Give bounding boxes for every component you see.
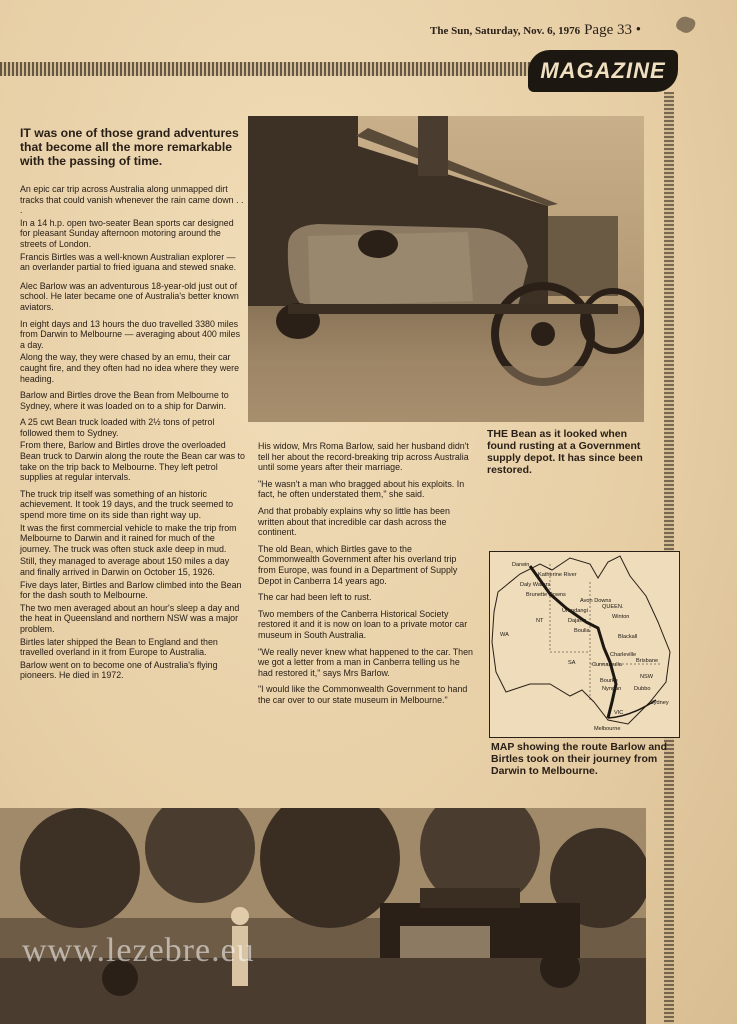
map-region-queensland: QUEEN. bbox=[602, 604, 624, 610]
map-region-nsw: NSW bbox=[640, 674, 654, 680]
article-column-2 bbox=[258, 441, 476, 711]
map-label-nyngan: Nyngan bbox=[602, 686, 622, 692]
map-label-blackall: Blackall bbox=[618, 634, 638, 640]
map-label-sydney: Sydney bbox=[650, 700, 669, 706]
paragraph: An epic car trip across Australia along unmapped dirt tracks that could vanish whenever the rain came down . . . bbox=[20, 184, 244, 216]
map-region-nt: NT bbox=[536, 618, 544, 624]
map-label-bourke: Bourke bbox=[600, 678, 618, 684]
paragraph: Still, they managed to average about 150 miles a day and finally arrived in Darwin on October 15, 1926. bbox=[20, 556, 230, 577]
paragraph: Two members of the Canberra Historical Society restored it and it is now on loan to a private motor car museum in South Australia. bbox=[258, 608, 468, 640]
masthead-paper: The Sun, Saturday, Nov. 6, 1976 bbox=[430, 25, 581, 37]
paragraph: It was the first commercial vehicle to make the trip from Melbourne to Darwin and it rained for much of the journey. The truck was often stuck axle deep in mud. bbox=[20, 522, 237, 554]
map-label-katherine: Katherine River bbox=[538, 572, 577, 578]
map-label-charleville: Charleville bbox=[610, 652, 637, 658]
section-rule bbox=[0, 62, 545, 76]
ink-stain-icon bbox=[674, 14, 698, 36]
map-region-sa: SA bbox=[568, 660, 576, 666]
masthead bbox=[430, 22, 700, 40]
paragraph: Along the way, they were chased by an emu, their car caught fire, and they often had no idea where they were heading. bbox=[20, 352, 240, 384]
paragraph: Birtles later shipped the Bean to England and then travelled overland in it from Europe to Australia. bbox=[20, 636, 218, 658]
map-label-daly-waters: Daly Waters bbox=[520, 582, 551, 588]
map-label-brunette-downs: Brunette Downs bbox=[526, 592, 566, 598]
map-label-melbourne: Melbourne bbox=[594, 726, 621, 732]
map-label-avon-downs: Avon Downs bbox=[580, 598, 612, 604]
photo-crowd-car bbox=[0, 808, 646, 1024]
map-region-vic: VIC bbox=[614, 710, 624, 716]
map-label-winton: Winton bbox=[612, 614, 630, 620]
map-label-dubbo: Dubbo bbox=[634, 686, 651, 692]
paragraph: "I would like the Commonwealth Government to hand the car over to our state museum in Melbourne." bbox=[258, 684, 468, 705]
article-column-1 bbox=[20, 184, 246, 683]
photo-bean-car bbox=[248, 116, 644, 422]
paragraph: The two men averaged about an hour's sleep a day and the heat in Queensland and northern NSW was a major problem. bbox=[20, 602, 240, 634]
paragraph: And that probably explains why so little has been written about that incredible car dash across the continent. bbox=[258, 505, 450, 538]
watermark: www.lezebre.eu bbox=[22, 932, 255, 969]
paragraph: "We really never knew what happened to the car. Then we got a letter from a man in Canberra telling us he had restored it," says Mrs Barlow. bbox=[258, 646, 473, 678]
map-caption: MAP showing the route Barlow and Birtles took on their journey from Darwin to Melbourne. bbox=[491, 741, 667, 777]
paragraph: "He wasn't a man who bragged about his exploits. In fact, he often understated them," she said. bbox=[258, 478, 465, 500]
article-lede: IT was one of those grand adventures that become all the more remarkable with the passing of time. bbox=[20, 126, 239, 168]
paragraph: Barlow and Birtles drove the Bean from Melbourne to Sydney, where it was loaded on to a ship for Darwin. bbox=[20, 390, 229, 411]
australia-outline bbox=[490, 552, 679, 737]
paragraph: Five days later, Birtles and Barlow climbed into the Bean for the dash south to Melbourne. bbox=[20, 579, 242, 601]
paragraph: From there, Barlow and Birtles drove the overloaded Bean truck to Darwin along the route the Bean car was to take on the trip back to Melbourne. They left petrol supplies at regular intervals. bbox=[20, 440, 245, 483]
paragraph: In a 14 h.p. open two-seater Bean sports car designed for pleasant Sunday afternoon motoring around the streets of London. bbox=[20, 217, 234, 249]
magazine-logo: MAGAZINE bbox=[528, 50, 678, 92]
map-region-wa: WA bbox=[500, 632, 509, 638]
paragraph: Francis Birtles was a well-known Australian explorer — an overlander partial to fried iguana and stewed snake. bbox=[20, 251, 237, 273]
paragraph: The car had been left to rust. bbox=[258, 592, 372, 603]
paragraph: The truck trip itself was something of an historic achievement. It took 19 days, and the truck seemed to spend more time on its side than right way up. bbox=[20, 488, 234, 521]
photo-caption: THE Bean as it looked when found rusting at a Government supply depot. It has since been restored. bbox=[487, 428, 643, 476]
paragraph: A 25 cwt Bean truck loaded with 2½ tons of petrol followed them to Sydney. bbox=[20, 417, 215, 438]
page-number: Page 33 • bbox=[584, 22, 641, 38]
route-map bbox=[489, 551, 680, 738]
paragraph: In eight days and 13 hours the duo travelled 3380 miles from Darwin to Melbourne — averaging about 400 miles a day. bbox=[20, 318, 241, 350]
map-label-dajarra: Dajarra bbox=[568, 618, 587, 624]
map-label-cunnamulla: Cunnamulla bbox=[592, 662, 622, 668]
map-label-brisbane: Brisbane bbox=[636, 658, 659, 664]
paragraph: His widow, Mrs Roma Barlow, said her husband didn't tell her about the record-breaking trip across Australia until some years after their marriage. bbox=[258, 441, 469, 473]
map-label-darwin: Darwin bbox=[512, 562, 530, 568]
paragraph: Barlow went on to become one of Australia's flying pioneers. He died in 1972. bbox=[20, 659, 218, 681]
paragraph: The old Bean, which Birtles gave to the Commonwealth Government after his overland trip from Europe, was found in a Department of Supply Depot in Canberra 14 years ago. bbox=[258, 543, 458, 586]
paragraph: Alec Barlow was an adventurous 18-year-old just out of school. He later became one of Australia's better known aviators. bbox=[20, 280, 239, 312]
map-label-boulia: Boulia bbox=[574, 628, 590, 634]
map-label-urandangi: Urandangi bbox=[562, 608, 588, 614]
